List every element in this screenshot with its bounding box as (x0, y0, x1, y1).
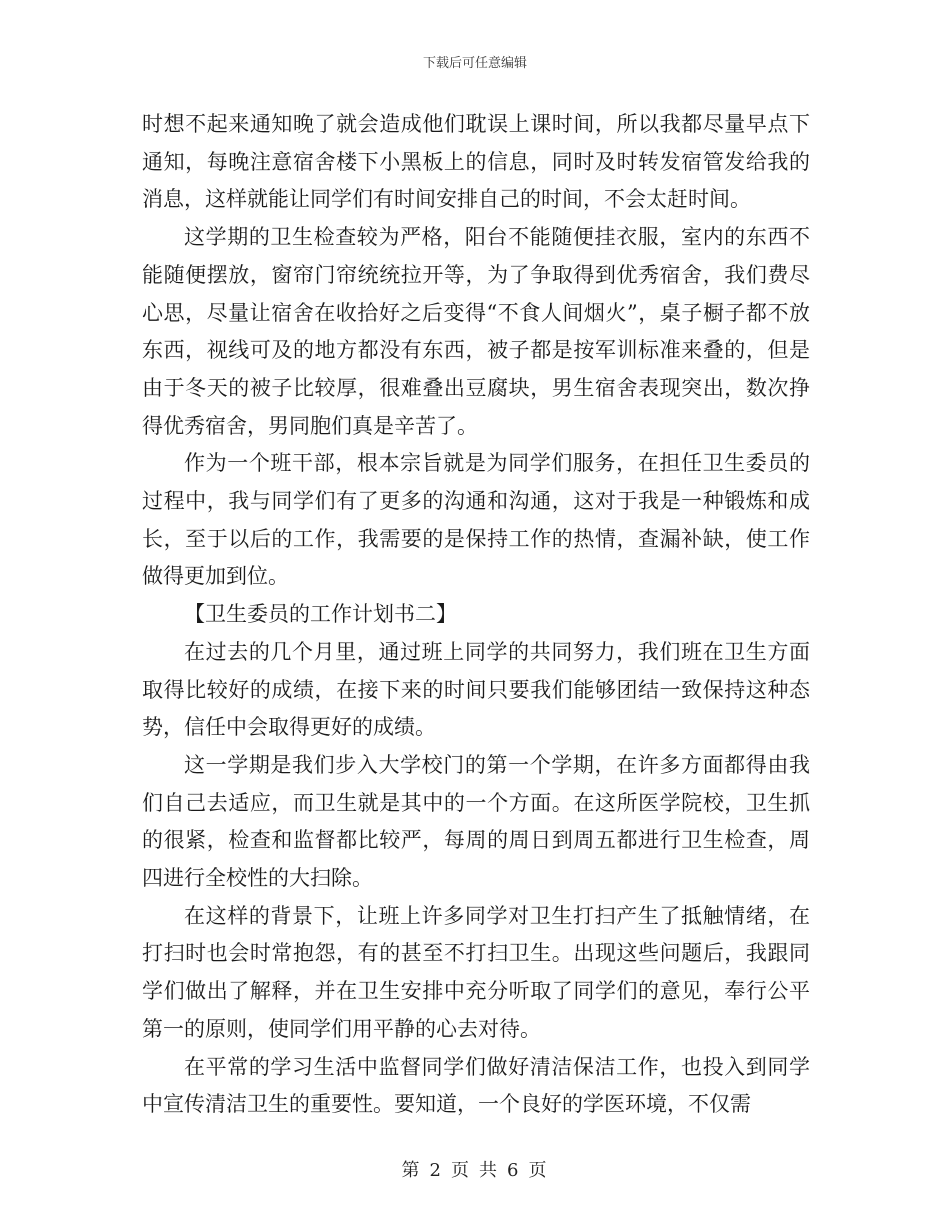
paragraph-continuation: 时想不起来通知晚了就会造成他们耽误上课时间，所以我都尽量早点下通知，每晚注意宿舍楼下小黑板上的信息，同时及时转发宿管发给我的消息，这样就能让同学们有时间安排自己的时间，不会太赶时间。 (142, 112, 810, 212)
section-heading: 【卫生委员的工作计划书二】 (184, 602, 457, 627)
paragraph-first-semester: 这一学期是我们步入大学校门的第一个学期，在许多方面都得由我们自己去适应，而卫生就是其中的一个方面。在这所医学院校，卫生抓的很紧，检查和监督都比较严，每周的周日到周五都进行卫生检查，周四进行全校性的大扫除。 (142, 752, 810, 891)
footer-total-pages: 6 (507, 1160, 521, 1181)
paragraph-daily-supervision: 在平常的学习生活中监督同学们做好清洁保洁工作，也投入到同学中宣传清洁卫生的重要性。要知道，一个良好的学医环境，不仅需 (142, 1054, 810, 1117)
footer-current-page: 2 (429, 1160, 443, 1181)
paragraph-hygiene-inspection: 这学期的卫生检查较为严格，阳台不能随便挂衣服，室内的东西不能随便摆放，窗帘门帘统统拉开等，为了争取得到优秀宿舍，我们费尽心思，尽量让宿舍在收拾好之后变得“不食人间烟火”，桌子橱子都不放东西，视线可及的地方都没有东西，被子都是按军训标准来叠的，但是由于冬天的被子比较厚，很难叠出豆腐块，男生宿舍表现突出，数次挣得优秀宿舍，男同胞们真是辛苦了。 (142, 225, 810, 438)
paragraph-class-cadre: 作为一个班干部，根本宗旨就是为同学们服务，在担任卫生委员的过程中，我与同学们有了更多的沟通和沟通，这对于我是一种锻炼和成长，至于以后的工作，我需要的是保持工作的热情，查漏补缺，使工作做得更加到位。 (142, 451, 810, 589)
paragraph-past-months: 在过去的几个月里，通过班上同学的共同努力，我们班在卫生方面取得比较好的成绩，在接下来的时间只要我们能够团结一致保持这种态势，信任中会取得更好的成绩。 (142, 639, 810, 740)
header-text: 下载后可任意编辑 (422, 56, 527, 71)
footer-prefix: 第 (401, 1160, 422, 1181)
document-body (142, 106, 810, 1124)
page-header (0, 52, 950, 71)
footer-suffix: 页 (528, 1160, 549, 1181)
paragraph-background: 在这样的背景下，让班上许多同学对卫生打扫产生了抵触情绪，在打扫时也会时常抱怨，有的甚至不打扫卫生。出现这些问题后，我跟同学们做出了解释，并在卫生安排中充分听取了同学们的意见，奉行公平第一的原则，使同学们用平静的心去对待。 (142, 903, 810, 1041)
footer-page-word: 页 (451, 1160, 471, 1181)
footer-total-word: 共 (479, 1160, 499, 1181)
page-footer (0, 1156, 950, 1182)
